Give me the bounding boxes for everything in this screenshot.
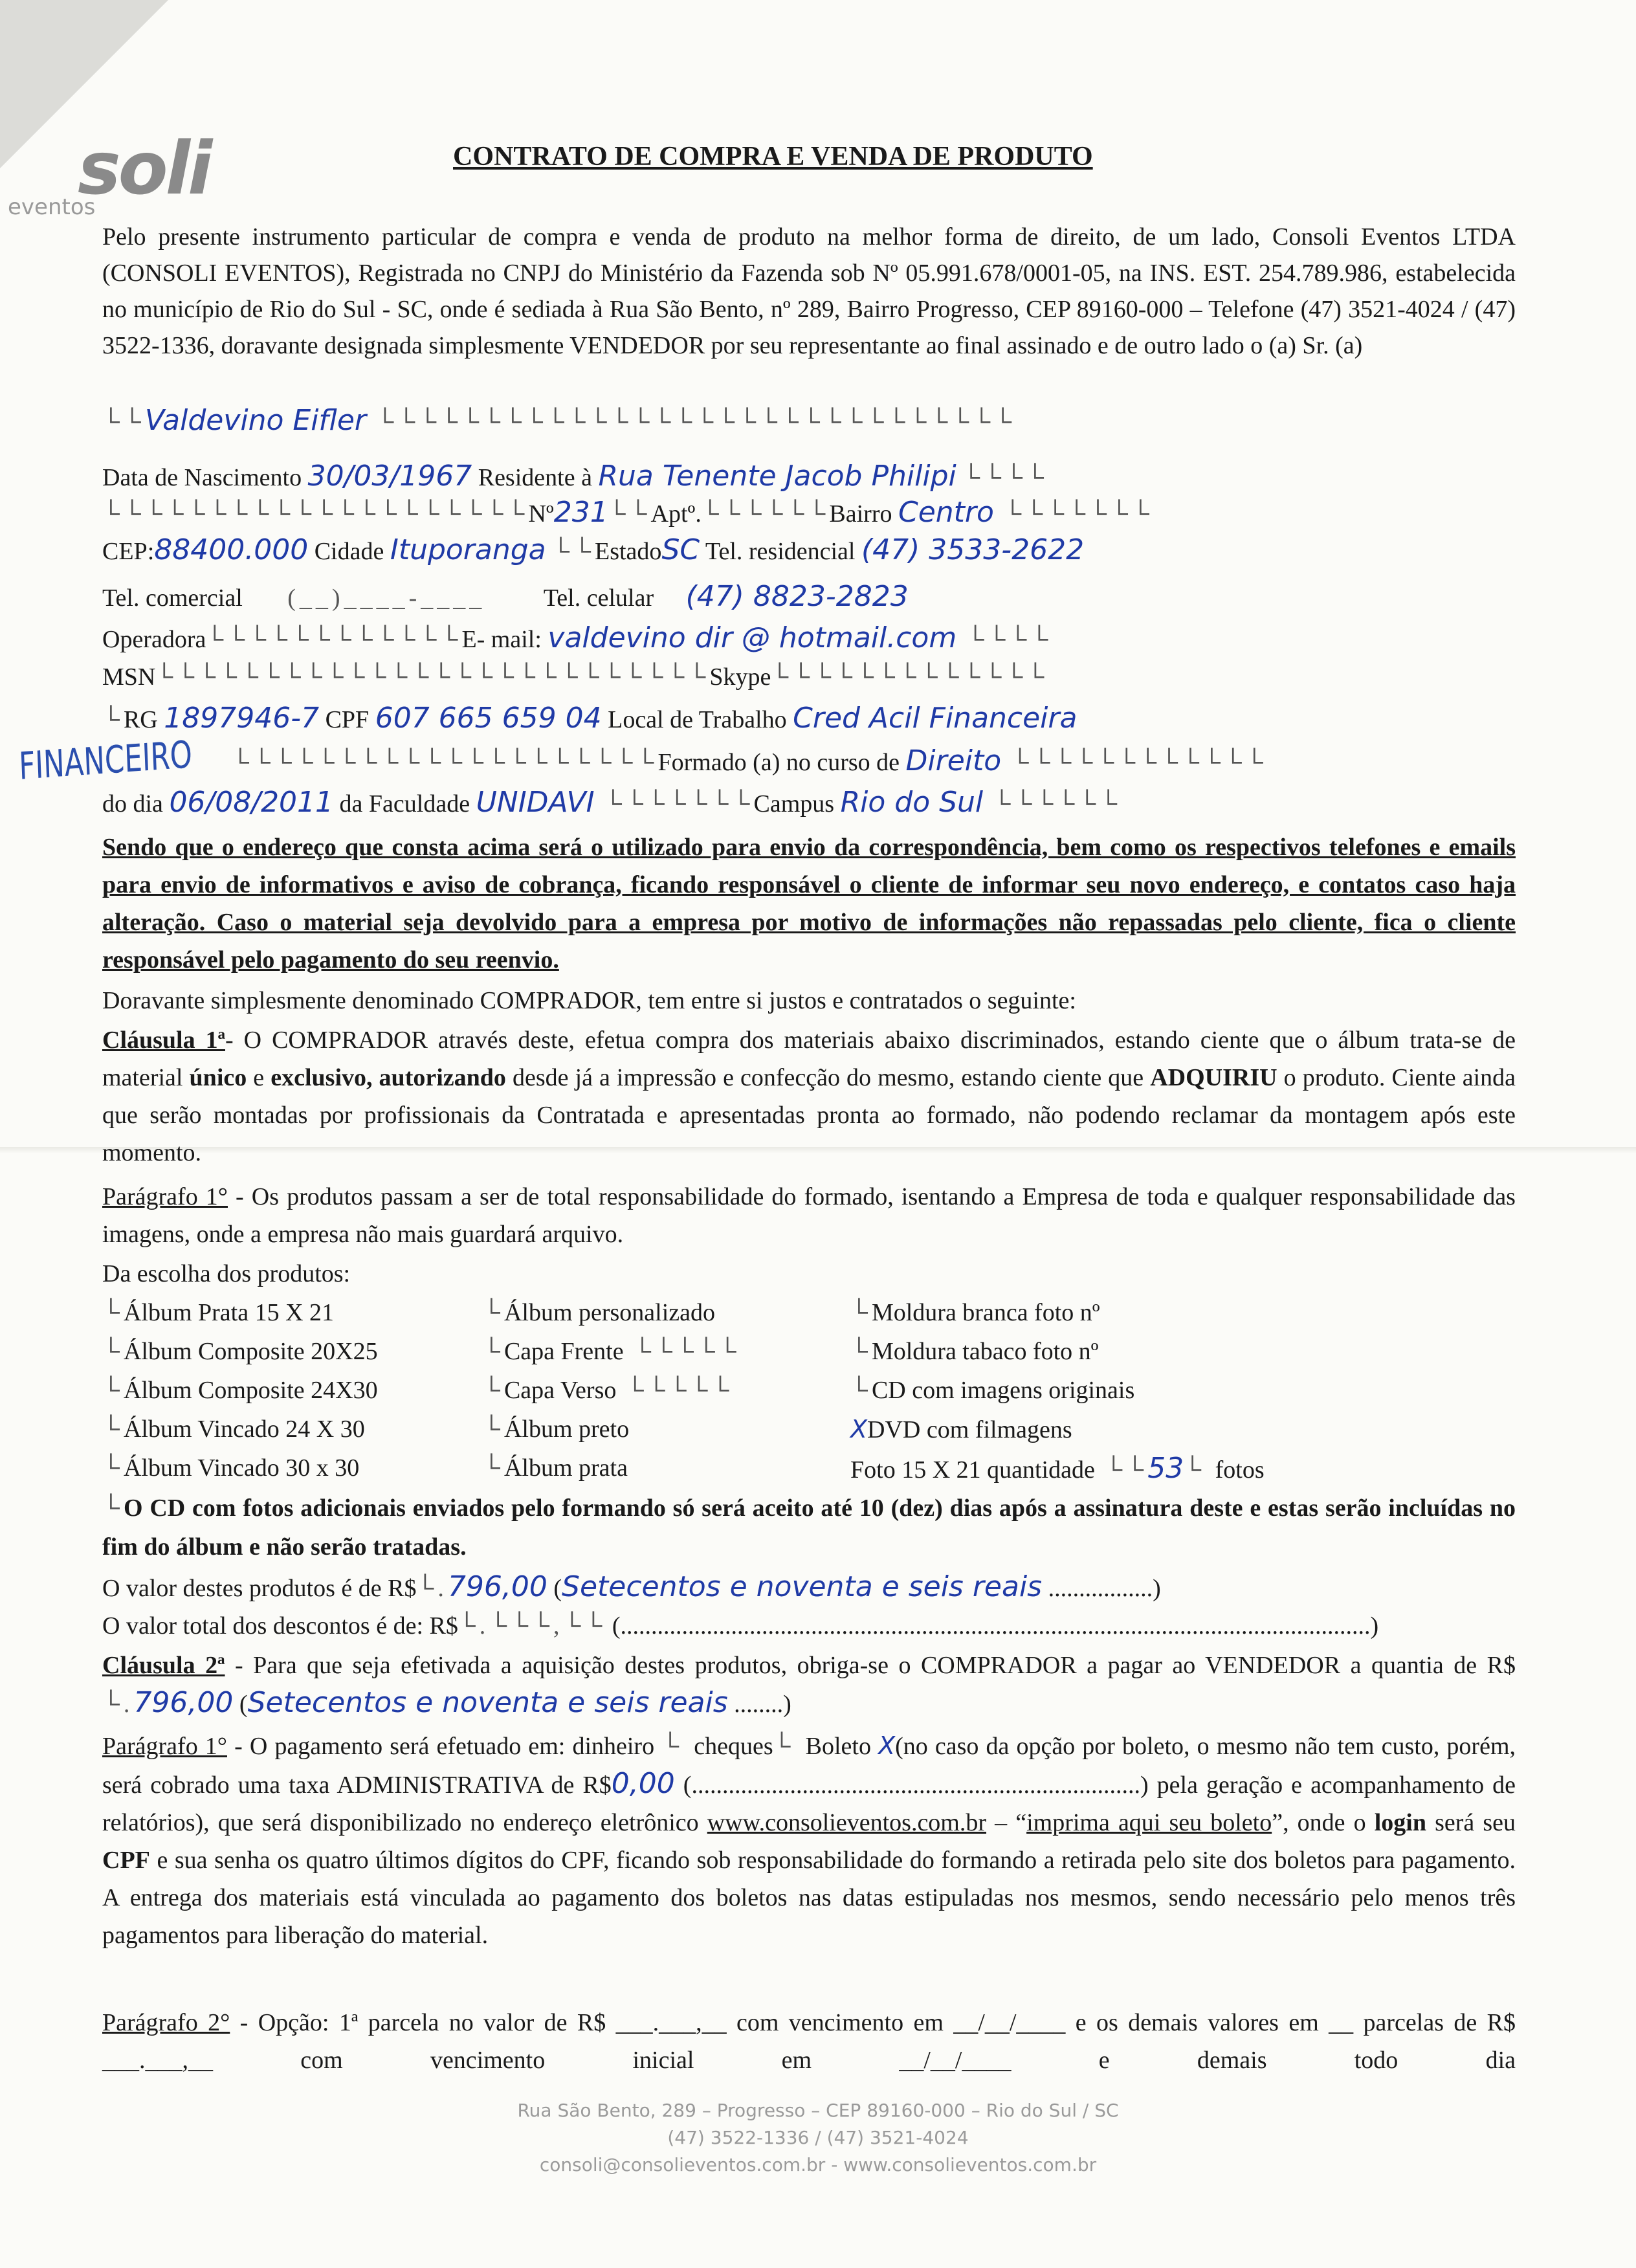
numero-label: Nº <box>528 500 554 528</box>
birth-line: Data de Nascimento 30/03/1967 Residente à Rua Tenente Jacob Philipi └└└└ <box>102 460 1048 493</box>
clausula2-text: - Para que seja efetivada a aquisição destes produtos, obriga-se o COMPRADOR a pagar ao VENDEDOR a quantia de R$ <box>225 1652 1516 1679</box>
clausula1-e: e <box>247 1064 271 1091</box>
pag1-text-e: ”, onde o <box>1272 1809 1375 1836</box>
financeiro-stamp: FINANCEIRO <box>18 732 193 788</box>
product-item[interactable]: └Álbum preto <box>483 1416 630 1443</box>
email-value: valdevino dir @ hotmail.com <box>547 621 957 654</box>
cep-value: 88400.000 <box>154 533 309 566</box>
bairro-value: Centro <box>898 496 994 529</box>
product-item[interactable]: └Álbum Composite 20X25 <box>102 1338 378 1365</box>
pag1-login: login <box>1374 1809 1426 1836</box>
product-item[interactable]: └Álbum Prata 15 X 21 <box>102 1299 335 1326</box>
birth-label: Data de Nascimento <box>102 464 302 491</box>
clausula1-unico: único <box>189 1064 247 1091</box>
pag2-text: - Opção: 1ª parcela no valor de R$ ___.___,__ com vencimento em __/__/____ e os demais valores em __ parcelas de R$ ___.___,__ com vencimento inicial em __/__/____ e demais todo dia <box>102 2009 1516 2074</box>
footer-address: Rua São Bento, 289 – Progresso – CEP 89160-000 – Rio do Sul / SC <box>517 2100 1119 2121</box>
desconto-line: O valor total dos descontos é de: R$└.└└└,└└ (..........................................................................................................................) <box>102 1612 1379 1640</box>
notice-paragraph: Sendo que o endereço que consta acima será o utilizado para envio da correspondência, bem como os respectivos telefones e emails para envio de informativos e aviso de cobrança, ficando responsável o cliente de informar seu novo endereço, e contatos caso haja alteração. Caso o material seja devolvido para a empresa por motivo de informações não repassadas pelo cliente, fica o cliente responsável pelo pagamento do seu reenvio. <box>102 834 1516 973</box>
trabalho-label: Local de Trabalho <box>608 706 787 733</box>
doravante-text: Doravante simplesmente denominado COMPRADOR, tem entre si justos e contratados o seguinte: <box>102 987 1076 1014</box>
clausula1-adquiriu: ADQUIRIU <box>1150 1064 1277 1091</box>
rg-value: 1897946-7 <box>164 702 320 735</box>
valor-label: O valor destes produtos é de R$ <box>102 1575 417 1602</box>
pag1-label: Parágrafo 1° <box>102 1733 227 1760</box>
products-column-3 <box>850 1293 1265 1489</box>
campus-label: Campus <box>753 790 835 817</box>
cep-label: CEP: <box>102 538 155 565</box>
rg-line: └RG 1897946-7 CPF 607 665 659 04 Local de Trabalho Cred Acil Financeira <box>102 702 1078 735</box>
tel-res-value: (47) 3533-2622 <box>861 533 1085 566</box>
pag1-paragraph: Parágrafo 1° - O pagamento será efetuado em: dinheiro └ cheques└ Boleto X(no caso da opção por boleto, o mesmo não tem custo, porém, será cobrado uma taxa ADMINISTRATIVA de R$0,00 (.........................................................................) pela geração e acompanhamento de relatórios), que será disponibilizado no endereço eletrônico www.consolieventos.com.br – “imprima aqui seu boleto”, onde o login será seu CPF e sua senha os quatro últimos dígitos do CPF, ficando sob responsabilidade do formando a retirada pelo site dos boletos para pagamento. A entrega dos materiais está vinculada ao pagamento dos boletos nas datas estipuladas nos mesmos, sendo necessário pelo menos três pagamentos para liberação do material. <box>102 1731 1516 1949</box>
pag1-text-d: – “ <box>986 1809 1027 1836</box>
name-line: └└Valdevino Eifler └└└└└└└└└└└└└└└└└└└└└└└└└└└└└└ <box>102 404 1016 437</box>
residente-label: Residente à <box>478 464 592 491</box>
pag2-paragraph <box>102 2004 1516 2079</box>
paragrafo1-paragraph <box>102 1178 1516 1253</box>
pag1-text-b: (no caso da opção por boleto, o mesmo não tem custo, porém, será cobrado uma taxa ADMINISTRATIVA de R$ <box>102 1733 1516 1799</box>
product-item[interactable]: XDVD com filmagens <box>850 1415 1072 1443</box>
boleto-checkmark: X <box>878 1731 896 1760</box>
number-line: └└└└└└└└└└└└└└└└└└└└Nº231└└Aptº.└└└└└└Bairro Centro └└└└└└└ <box>102 496 1153 529</box>
address-value: Rua Tenente Jacob Philipi <box>598 460 956 493</box>
footer-phones: (47) 3522-1336 / (47) 3521-4024 <box>667 2127 969 2148</box>
pag1-cheques: cheques <box>694 1733 773 1760</box>
product-item[interactable]: └Álbum personalizado <box>483 1299 716 1326</box>
clausula2-words: Setecentos e noventa e seis reais <box>247 1686 728 1719</box>
products-column-1 <box>102 1293 378 1487</box>
escolha-label: Da escolha dos produtos: <box>102 1260 351 1287</box>
formado-label: Formado (a) no curso de <box>658 749 900 776</box>
cd-notice: └O CD com fotos adicionais enviados pelo formando só será aceito até 10 (dez) dias após a assinatura deste e estas serão incluídas no fim do álbum e não serão tratadas. <box>102 1495 1516 1561</box>
valor-amount: 796,00 <box>447 1570 547 1603</box>
product-item[interactable]: └Capa Verso └└└└└ <box>483 1377 733 1404</box>
paragrafo1-label: Parágrafo 1° <box>102 1183 228 1210</box>
estado-value: SC <box>661 533 700 566</box>
faculdade-value: UNIDAVI <box>476 786 595 819</box>
pag1-cpf: CPF <box>102 1847 150 1874</box>
rg-label: RG <box>123 706 158 733</box>
clausula2-paragraph: Cláusula 2ª - Para que seja efetivada a aquisição destes produtos, obriga-se o COMPRADOR a pagar ao VENDEDOR a quantia de R$ └.796,00 (Setecentos e noventa e seis reais ........) <box>102 1652 1516 1719</box>
faculdade-label: da Faculdade <box>339 790 470 817</box>
clausula1-text-c: o produto. Ciente ainda que serão montadas por profissionais da Contratada e apresentadas pronta ao formado, não podendo reclamar da montagem após este momento. <box>102 1064 1516 1166</box>
pag1-taxa: 0,00 <box>611 1767 675 1800</box>
product-item[interactable]: └Álbum Vincado 24 X 30 <box>102 1416 365 1443</box>
product-item[interactable]: └CD com imagens originais <box>850 1377 1135 1404</box>
numero-value: 231 <box>553 496 608 529</box>
website-link[interactable]: www.consolieventos.com.br <box>707 1809 987 1836</box>
valor-words: Setecentos e noventa e seis reais <box>562 1570 1043 1603</box>
company-logo: soli <box>78 127 210 211</box>
clausula1-text-a: - O COMPRADOR através deste, efetua compra dos materiais abaixo discriminados, estando ciente que o álbum trata-se de material <box>102 1027 1516 1091</box>
footer <box>0 2097 1636 2179</box>
msn-line: MSN└└└└└└└└└└└└└└└└└└└└└└└└└└Skype└└└└└└└└└└└└└ <box>102 663 1048 691</box>
dia-value: 06/08/2011 <box>169 786 334 819</box>
birth-value: 30/03/1967 <box>307 460 472 493</box>
pag1-boleto: Boleto <box>805 1733 871 1760</box>
pag1-text-c: (.........................................................................) pela geração e acompanhamento de relatórios), que será disponibilizado no endereço eletrônico <box>102 1772 1516 1836</box>
product-item[interactable]: └Capa Frente └└└└└ <box>483 1338 740 1365</box>
client-name: Valdevino Eifler <box>144 404 366 437</box>
product-item[interactable]: └Álbum prata <box>483 1454 628 1482</box>
product-item[interactable]: └Moldura tabaco foto nº <box>850 1338 1099 1365</box>
clausula1-label: Cláusula 1ª <box>102 1027 225 1054</box>
estado-label: Estado <box>595 538 662 565</box>
clausula2-label: Cláusula 2ª <box>102 1652 225 1679</box>
bairro-label: Bairro <box>829 500 892 528</box>
pag1-text-a: - O pagamento será efetuado em: dinheiro <box>227 1733 662 1760</box>
skype-label: Skype <box>709 663 771 691</box>
tel-com-value: (__)____-____ <box>287 584 486 612</box>
product-item[interactable]: Foto 15 X 21 quantidade └└53└ fotos <box>850 1452 1265 1485</box>
tel-cel-label: Tel. celular <box>543 584 654 612</box>
contract-title: CONTRATO DE COMPRA E VENDA DE PRODUTO <box>453 142 1093 172</box>
trabalho-value: Cred Acil Financeira <box>793 702 1078 735</box>
operadora-label: Operadora <box>102 626 206 653</box>
fotos-label: fotos <box>1215 1456 1265 1484</box>
foto-quantity: 53 <box>1147 1452 1184 1485</box>
logo-subtitle: eventos <box>8 194 96 220</box>
pag1-text-f: será seu <box>1426 1809 1516 1836</box>
cpf-label: CPF <box>325 706 370 733</box>
imprima-boleto-link[interactable]: imprima aqui seu boleto <box>1026 1809 1272 1836</box>
clausula2-amount: 796,00 <box>133 1686 234 1719</box>
valor-line: O valor destes produtos é de R$└.796,00 (Setecentos e noventa e seis reais .................) <box>102 1570 1161 1603</box>
intro-text: Pelo presente instrumento particular de compra e venda de produto na melhor forma de direito, de um lado, Consoli Eventos LTDA (CONSOLI EVENTOS), Registrada no CNPJ do Ministério da Fazenda sob Nº 05.991.678/0001-05, na INS. EST. 254.789.986, estabelecida no município de Rio do Sul - SC, onde é sediada à Rua São Bento, nº 289, Bairro Progresso, CEP 89160-000 – Telefone (47) 3521-4024 / (47) 3522-1336, doravante designada simplesmente VENDEDOR por seu representante ao final assinado e de outro lado o (a) Sr. (a) <box>102 223 1516 359</box>
cep-line: CEP:88400.000 Cidade Ituporanga └└EstadoSC Tel. residencial (47) 3533-2622 <box>102 533 1085 566</box>
clausula1-paragraph <box>102 1021 1516 1172</box>
tel-com-label: Tel. comercial <box>102 584 243 612</box>
campus-value: Rio do Sul <box>840 786 984 819</box>
dvd-checkmark: X <box>850 1415 868 1443</box>
clausula1-exclusivo: exclusivo, autorizando <box>271 1064 506 1091</box>
tel-cel-value: (47) 8823-2823 <box>685 580 909 613</box>
product-item[interactable]: └Álbum Vincado 30 x 30 <box>102 1454 360 1482</box>
clausula1-text-b: desde já a impressão e confecção do mesmo, estando ciente que <box>505 1064 1151 1091</box>
email-label: E- mail: <box>461 626 542 653</box>
dia-label: do dia <box>102 790 163 817</box>
intro-paragraph <box>102 219 1516 364</box>
cd-notice-text: O CD com fotos adicionais enviados pelo formando só será aceito até 10 (dez) dias após a assinatura deste e estas serão incluídas no fim do álbum e não serão tratadas. <box>102 1495 1516 1561</box>
paragrafo1-text: - Os produtos passam a ser de total responsabilidade do formado, isentando a Empresa de toda e qualquer responsabilidade das imagens, onde a empresa não mais guardará arquivo. <box>102 1183 1516 1248</box>
apto-label: Aptº. <box>650 500 702 528</box>
cpf-value: 607 665 659 04 <box>375 702 602 735</box>
product-item[interactable]: └Álbum Composite 24X30 <box>102 1377 378 1404</box>
desconto-label: O valor total dos descontos é de: R$ <box>102 1612 458 1640</box>
curso-value: Direito <box>905 744 1002 777</box>
email-line: Operadora└└└└└└└└└└└└E- mail: valdevino dir @ hotmail.com └└└└ <box>102 621 1052 654</box>
products-column-2 <box>483 1293 740 1487</box>
cidade-value: Ituporanga <box>390 533 546 566</box>
tel-comercial-line <box>102 579 1516 616</box>
dia-line: do dia 06/08/2011 da Faculdade UNIDAVI └└└└└└└Campus Rio do Sul └└└└└└ <box>102 786 1122 819</box>
msn-label: MSN <box>102 663 156 691</box>
tel-res-label: Tel. residencial <box>705 538 856 565</box>
pag1-text-g: e sua senha os quatro últimos dígitos do CPF, ficando sob responsabilidade do formando a retirada pelo site dos boletos para pagamento. A entrega dos materiais está vinculada ao pagamento dos boletos nas datas estipuladas nos mesmos, sendo necessário pelo menos três pagamentos para liberação do material. <box>102 1847 1516 1949</box>
pag2-label: Parágrafo 2° <box>102 2009 230 2036</box>
footer-contact: consoli@consolieventos.com.br - www.consolieventos.com.br <box>539 2154 1097 2175</box>
product-item[interactable]: └Moldura branca foto nº <box>850 1299 1100 1326</box>
cidade-label: Cidade <box>314 538 384 565</box>
formado-line: └└└└└└└└└└└└└└└└└└└└Formado (a) no curso de Direito └└└└└└└└└└└└ <box>232 744 1267 777</box>
